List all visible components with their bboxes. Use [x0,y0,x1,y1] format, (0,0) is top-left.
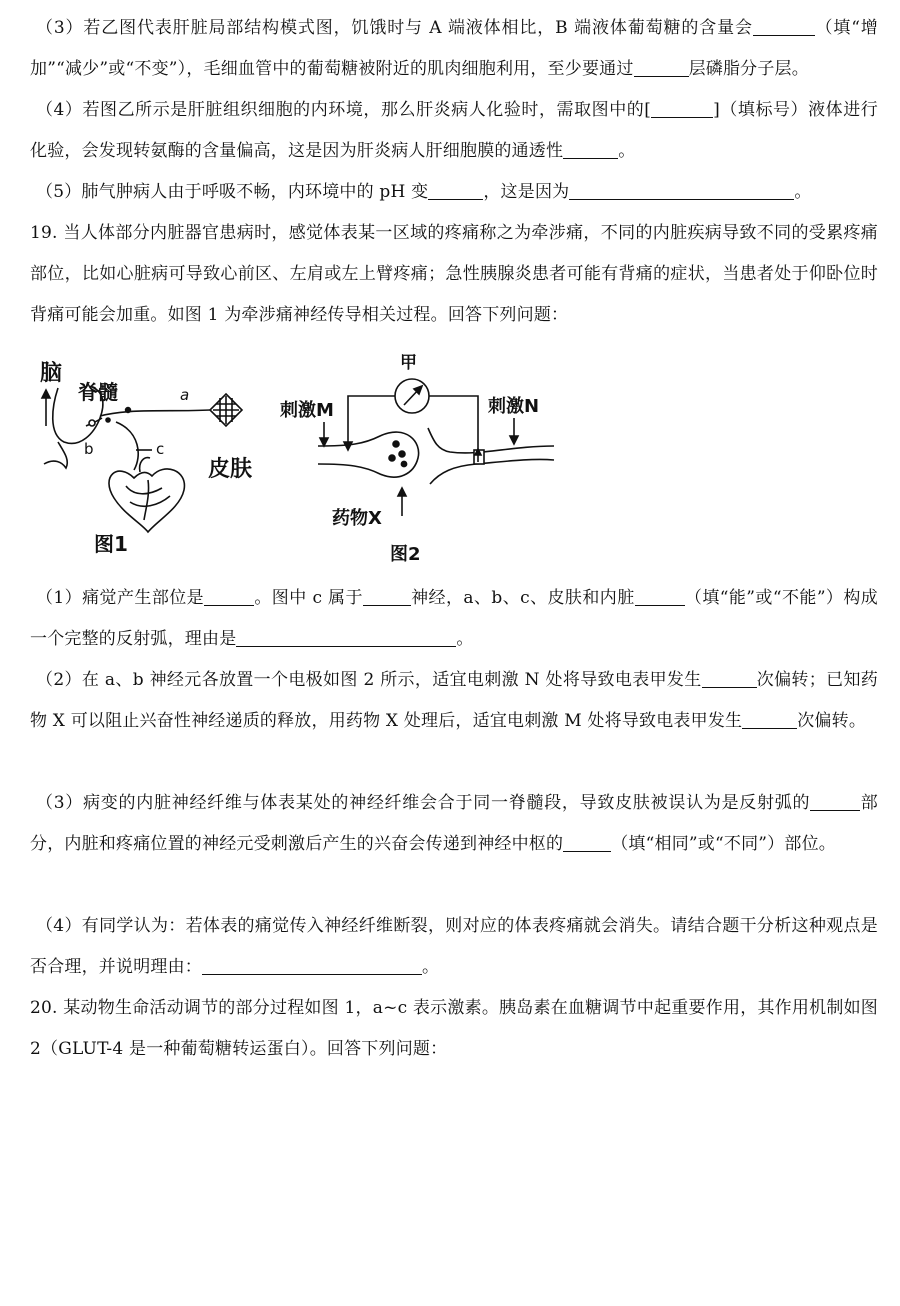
synapse-dot [106,418,110,422]
heart-vessel [140,458,150,472]
q19-part1-text-3: 神经，a、b、c、皮肤和内脏 [410,588,635,608]
q19-part1-text-5: 。 [456,629,474,649]
answer-blank[interactable] [363,585,411,606]
figure-1-caption: 图1 [94,532,128,556]
q18-part4 [30,90,878,172]
answer-blank[interactable] [202,954,422,975]
q19-part4 [30,906,878,988]
answer-blank[interactable] [810,790,860,811]
q19-part4-text-2: 。 [422,957,440,977]
q19-part1-text-1: （1）痛觉产生部位是 [36,588,205,608]
label-stim-m: 刺激M [280,400,334,421]
q19-part2-text-3: 次偏转。 [797,711,867,731]
q18-part5-text-2: ，这是因为 [483,182,570,202]
answer-blank[interactable] [702,667,757,688]
answer-blank[interactable] [428,179,483,200]
q18-part4-text-3: 。 [618,141,636,161]
answer-blank[interactable] [651,97,713,118]
postsynaptic-upper [428,428,554,453]
answer-blank[interactable] [563,831,611,852]
wire-right [429,396,478,460]
label-c: c [156,440,165,458]
q18-part3-text-2: （填“增加”“减少”或“不变”），毛细血管中的葡萄糖被附近的肌肉细胞利用，至少要通过 [30,18,878,79]
neuron-c [116,422,138,470]
q20-intro: 20. 某动物生命活动调节的部分过程如图 1，a~c 表示激素。胰岛素在血糖调节中起重要作用，其作用机制如图 2（GLUT-4 是一种葡萄糖转运蛋白）。回答下列问题： [30,998,878,1059]
neuron-b-body [89,420,95,426]
answer-blank[interactable] [742,708,797,729]
q18-part3 [30,8,878,90]
answer-blank[interactable] [635,585,685,606]
answer-blank[interactable] [563,138,618,159]
q19-figures [30,346,670,572]
q19-part2-text-2: 次偏转；已知药物 X 可以阻止兴奋性神经递质的释放，用药物 X 处理后，适宜电刺激 M 处将导致电表甲发生 [30,670,878,731]
q18-part5-text-1: （5）肺气肿病人由于呼吸不畅，内环境中的 pH 变 [36,182,429,202]
label-skin: 皮肤 [208,457,253,482]
q19-part3-text-3: （填“相同”或“不同”）部位。 [611,834,836,854]
neuron-a-body [126,408,131,413]
label-drug-x: 药物X [332,508,382,529]
q18-part3-text-3: 层磷脂分子层。 [688,59,809,79]
q18-part5-text-3: 。 [794,182,812,202]
answer-blank[interactable] [569,179,794,200]
q19-part4-text-1: （4）有同学认为：若体表的痛觉传入神经纤维断裂，则对应的体表疼痛就会消失。请结合题干分析这种观点是否合理，并说明理由： [30,916,878,977]
answer-blank[interactable] [204,585,254,606]
q18-part5 [30,172,878,213]
answer-blank[interactable] [236,626,456,647]
q19-part2 [30,660,878,742]
label-a: a [180,386,190,404]
label-brain: 脑 [40,361,63,386]
spinal-cord-lower [44,442,67,468]
postsynaptic-lower [430,459,554,484]
wire-left [348,396,395,446]
answer-blank[interactable] [753,15,815,36]
q19-part1 [30,578,878,660]
q19-intro: 19. 当人体部分内脏器官患病时，感觉体表某一区域的疼痛称之为牵涉痛，不同的内脏疾病导致不同的受累疼痛部位，比如心脏病可导致心前区、左肩或左上臂疼痛；急性胰腺炎患者可能有背痛的症状，当患者处于仰卧位时背痛可能会加重。如图 1 为牵涉痛神经传导相关过程。回答下列问题： [30,223,878,325]
answer-blank[interactable] [634,56,689,77]
q18-part4-text-2: ]（填标号）液体进行化验，会发现转氨酶的含量偏高，这是因为肝炎病人肝细胞膜的通透性 [30,100,878,161]
label-b: b [84,440,94,458]
arrow-up-head [42,390,50,398]
q19-part3 [30,783,878,865]
neuron-a [100,410,210,416]
q19-part3-text-2: 部分，内脏和疼痛位置的神经元受刺激后产生的兴奋会传递到神经中枢的 [30,793,878,854]
label-stim-n: 刺激N [488,396,540,417]
q19-part2-text-1: （2）在 a、b 神经元各放置一个电极如图 2 所示，适宜电刺激 N 处将导致电表甲发生 [36,670,702,690]
q19-part3-text-1: （3）病变的内脏神经纤维与体表某处的神经纤维会合于同一脊髓段，导致皮肤被误认为是反射弧的 [36,793,811,813]
q18-part3-text-1: （3）若乙图代表肝脏局部结构模式图，饥饿时与 A 端液体相比，B 端液体葡萄糖的含量会 [36,18,753,38]
figure-2-caption: 图2 [390,544,421,565]
q19-part1-text-4: （填“能”或“不能”）构成一个完整的反射弧，理由是 [30,588,878,649]
label-meter: 甲 [400,353,417,373]
label-spinal-cord: 脊髓 [78,380,118,404]
q19-part1-text-2: 。图中 c 属于 [254,588,363,608]
q18-part4-text-1: （4）若图乙所示是肝脏组织细胞的内环境，那么肝炎病人化验时，需取图中的[ [36,100,652,120]
